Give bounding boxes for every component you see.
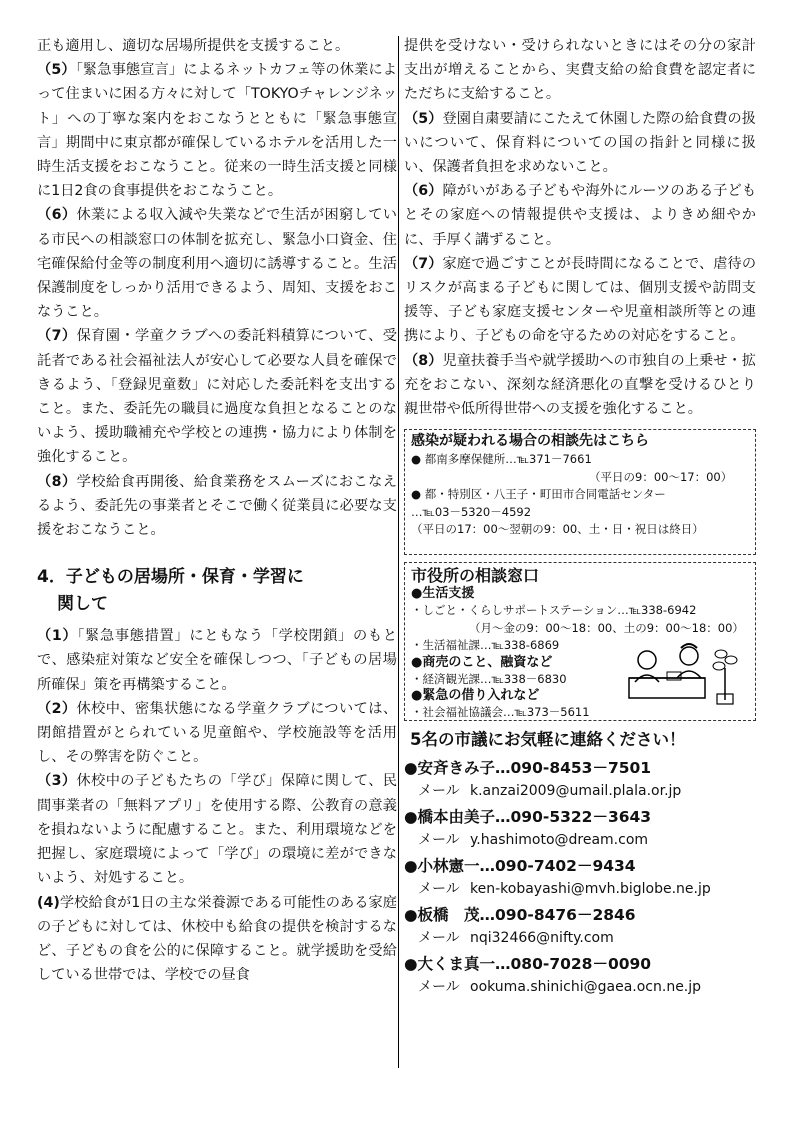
box-line: ・しごと・くらしサポートステーション…℡338-6942 (411, 603, 697, 618)
paragraph: （2）休校中、密集状態になる学童クラブについては、閉館措置がとられている児童館や、学校施設等を活用し、その弊害を防ぐこと。 (37, 700, 398, 766)
paragraph: （5）「緊急事態宣言」によるネットカフェ等の休業によって住まいに困る方々に対して「TOKYOチャレンジネット」への丁寧な案内をおこなうとともに「緊急事態宣言」期間中に東京都が確保しているホテルを活用した一時生活支援をおこなうこと。従来の一時生活支援と同様に1日2食の食事提供をおこなうこと。 (37, 62, 397, 200)
email-address[interactable]: y.hashimoto@dream.com (470, 832, 649, 849)
paragraph: (4)学校給食が1日の主な栄養源である可能性のある家庭の子どもに対しては、休校中も給食の提供を検討するなど、子どもの食を公的に保障すること。就学援助を受給している世帯では、学校での昼食 (37, 894, 397, 984)
city-office-consultation-box (404, 562, 756, 721)
paragraph: （6）障がいがある子どもや海外にルーツのある子どもとその家庭への情報提供や支援は、よりきめ細やかに、手厚く講ずること。 (404, 183, 757, 248)
email-label: メール (418, 979, 460, 996)
council-member-name-phone: ●橋本由美子…090-5322－3643 (404, 808, 652, 827)
infection-consultation-box (404, 429, 756, 555)
box-line: ● 都・特別区・八王子・町田市合同電話センター (411, 487, 666, 502)
box-line: （平日の17：00～翌朝の9：00、土・日・祝日は終日） (411, 522, 704, 537)
contact-entry (404, 952, 756, 998)
paragraph: 正も適用し、適切な居場所提供を支援すること。 (37, 38, 350, 54)
council-member-name-phone: ●安斉きみ子…090-8453－7501 (404, 759, 652, 778)
email-address[interactable]: ookuma.shinichi@gaea.ocn.ne.jp (470, 979, 702, 996)
box-line: ・社会福祉協議会…℡373－5611 (411, 705, 590, 720)
email-address[interactable]: nqi32466@nifty.com (470, 930, 614, 947)
email-line (404, 780, 756, 802)
section-heading: 4．子どもの居場所・保育・学習に 関して (37, 567, 304, 615)
paragraph: （6）休業による収入減や失業などで生活が困窮している市民への相談窓口の体制を拡充し、緊急小口資金、住宅確保給付金等の制度利用へ適切に誘導すること。生活保護制度をしっかり活用できるよう、周知、支援をおこなうこと。 (37, 207, 397, 321)
box-line: （平日の9：00～17：00） (589, 469, 733, 484)
infection-box-title: 感染が疑われる場合の相談先はこちら (411, 433, 649, 450)
paragraph: （1）「緊急事態措置」にともなう「学校閉鎖」のもとで、感染症対策など安全を確保しつつ、「子どもの居場所確保」策を再構築すること。 (37, 628, 397, 693)
email-label: メール (418, 881, 460, 898)
email-address[interactable]: ken-kobayashi@mvh.biglobe.ne.jp (470, 881, 711, 898)
right-column (404, 34, 756, 998)
email-label: メール (418, 783, 460, 800)
council-member-name-phone: ●大くま真一…080-7028－0090 (404, 955, 652, 974)
council-member-name-phone: ●板橋 茂…090-8476－2846 (404, 906, 636, 925)
paragraph: （7）家庭で過ごすことが長時間になることで、虐待のリスクが高まる子どもに関しては、個別支援や訪問支援等、子ども家庭支援センターや児童相談所等との連携により、子どもの命を守るための対応をすること。 (404, 255, 757, 345)
consultation-illustration (617, 638, 747, 710)
council-member-name-phone: ●小林憲一…090-7402－9434 (404, 857, 636, 876)
contact-entry (404, 854, 756, 900)
left-column (37, 34, 397, 987)
paragraph: （8）児童扶養手当や就学援助への市独自の上乗せ・拡充をおこない、深刻な経済悪化の直撃を受けるひとり親世帯や低所得世帯への支援を強化すること。 (404, 352, 756, 418)
email-label: メール (418, 832, 460, 849)
paragraph: （8）学校給食再開後、給食業務をスムーズにおこなえるよう、委託先の事業者とそこで働く従業員に必要な支援をおこなうこと。 (37, 473, 397, 539)
contact-entry (404, 805, 756, 851)
email-label: メール (418, 930, 460, 947)
box-line: …℡03－5320－4592 (411, 504, 532, 519)
paragraph: 提供を受けない・受けられないときにはその分の家計支出が増えることから、実費支給の給食費を認定者にただちに支給すること。 (404, 38, 756, 103)
contact-entry (404, 756, 756, 802)
paragraph: （5）登園自粛要請にこたえて休園した際の給食費の扱いについて、保育料についての国の指針と同様に扱い、保護者負担を求めないこと。 (404, 110, 756, 176)
box-line: ・経済観光課…℡338－6830 (411, 671, 567, 686)
paragraph: （3）休校中の子どもたちの「学び」保障に関して、民間事業者の「無料アプリ」を使用する際、公教育の意義を損ねないように配慮すること。また、利用環境などを把握し、家庭環境によって「学び」の環境に差ができないよう、対処すること。 (37, 773, 398, 887)
contact-entry (404, 903, 756, 949)
box-line: ・生活福祉課…℡338-6869 (411, 638, 560, 653)
email-line (404, 976, 756, 998)
email-line (404, 927, 756, 949)
box-line: ● 都南多摩保健所…℡371－7661 (411, 452, 592, 467)
contacts-title: 5名の市議にお気軽に連絡ください！ (410, 730, 686, 750)
box-subheading: ●緊急の借り入れなど (411, 688, 540, 704)
box-subheading: ●生活支援 (411, 586, 475, 602)
box-subheading: ●商売のこと、融資など (411, 654, 553, 670)
email-line (404, 878, 756, 900)
office-box-title: 市役所の相談窓口 (411, 566, 540, 586)
email-address[interactable]: k.anzai2009@umail.plala.or.jp (470, 783, 682, 800)
email-line (404, 829, 756, 851)
box-line: （月～金の9：00～18：00、土の9：00～18：00） (469, 620, 744, 635)
paragraph: （7）保育園・学童クラブへの委託料積算について、受託者である社会福祉法人が安心して必要な人員を確保できるよう、「登録児童数」に対応した委託料を支出すること。また、委託先の職員に過度な負担となることのないよう、援助職補充や学校との連携・協力により体制を強化すること。 (37, 328, 397, 466)
column-divider (398, 36, 399, 1068)
